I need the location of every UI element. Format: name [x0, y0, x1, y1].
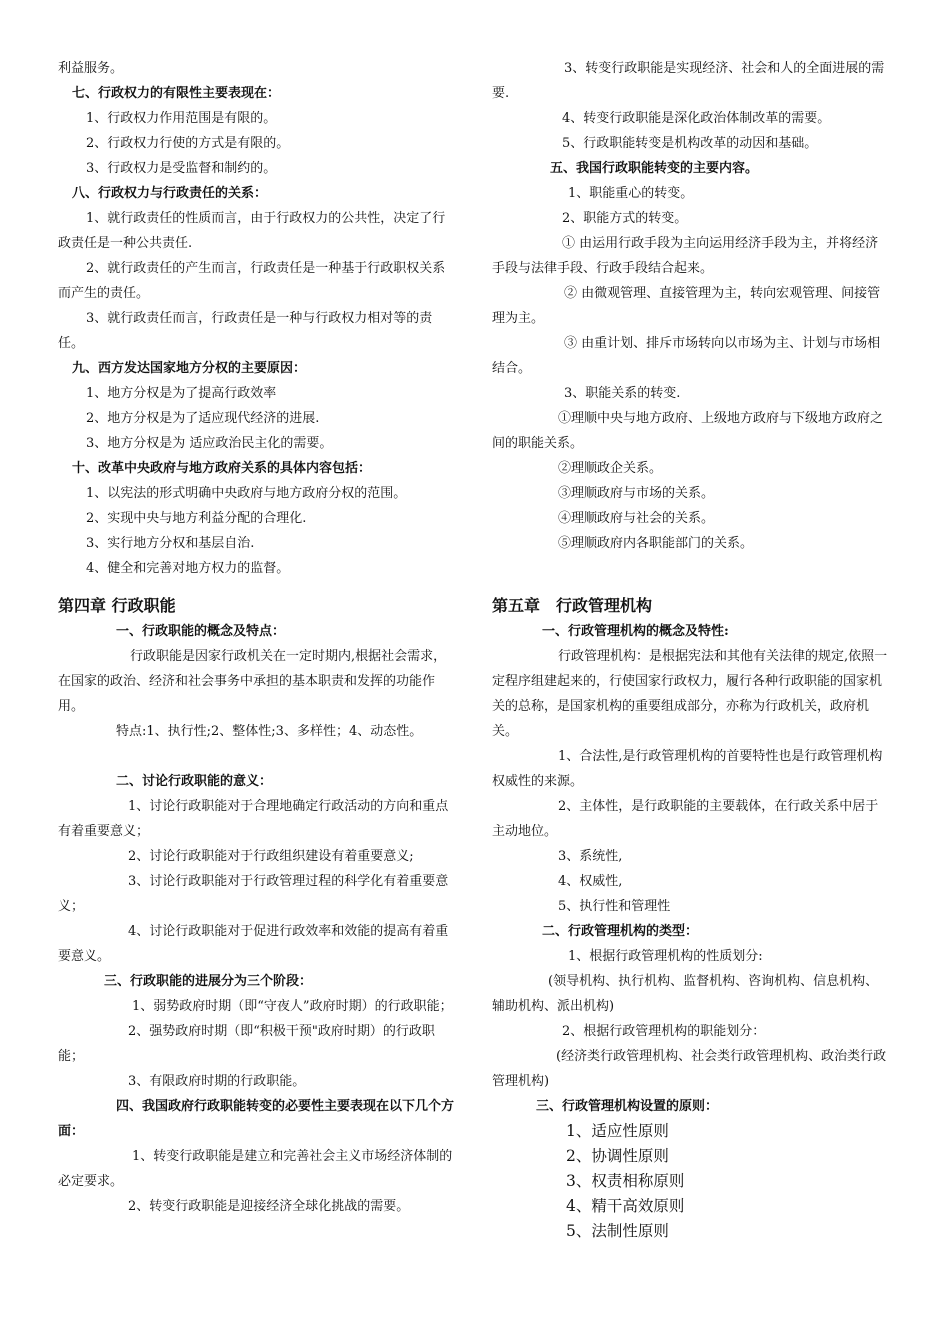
section-heading: 十、改革中央政府与地方政府关系的具体内容包括： — [72, 461, 372, 476]
list-item: ④理顺政府与社会的关系。 — [558, 511, 715, 526]
list-item: (领导机构、执行机构、监督机构、咨询机构、信息机构、辅助机构、派出机构) — [492, 974, 879, 1014]
list-item: 1、转变行政职能是建立和完善社会主义市场经济体制的必定要求。 — [58, 1149, 453, 1189]
list-item: 3、就行政责任而言，行政责任是一种与行政权力相对等的责任。 — [58, 311, 433, 351]
list-item: 1、以宪法的形式明确中央政府与地方政府分权的范围。 — [86, 486, 407, 501]
list-item: ①理顺中央与地方政府、上级地方政府与下级地方政府之间的职能关系。 — [492, 411, 884, 451]
list-item: 5、法制性原则 — [566, 1222, 669, 1240]
chapter-title: 第五章 行政管理机构 — [492, 596, 653, 615]
list-item: 3、系统性, — [558, 849, 623, 864]
section-heading: 八、行政权力与行政责任的关系： — [72, 186, 268, 201]
chapter-title: 第四章 行政职能 — [58, 596, 176, 615]
paragraph: 行政职能是因家行政机关在一定时期内,根据社会需求，在国家的政治、经济和社会事务中承担的基本职责和发挥的功能作用。 — [58, 649, 447, 714]
section-heading: 二、行政管理机构的类型： — [542, 924, 699, 939]
list-item: 3、讨论行政职能对于行政管理过程的科学化有着重要意义； — [58, 874, 449, 914]
list-item: ② 由微观管理、直接管理为主，转向宏观管理、间接管理为主。 — [492, 286, 881, 326]
paragraph: 特点:1、执行性;2、整体性;3、多样性；4、动态性。 — [116, 724, 423, 739]
section-heading: 四、我国政府行政职能转变的必要性主要表现在以下几个方面： — [58, 1099, 455, 1139]
list-item: 1、就行政责任的性质而言，由于行政权力的公共性，决定了行政责任是一种公共责任. — [58, 211, 446, 251]
list-item: 3、实行地方分权和基层自治. — [86, 536, 255, 551]
list-item: 2、讨论行政职能对于行政组织建设有着重要意义; — [128, 849, 414, 864]
list-item: ③理顺政府与市场的关系。 — [558, 486, 715, 501]
list-item: 2、强势政府时期（即“积极干预"政府时期）的行政职能； — [58, 1024, 435, 1064]
section-heading: 九、西方发达国家地方分权的主要原因： — [72, 361, 307, 376]
paragraph: 行政管理机构：是根据宪法和其他有关法律的规定,依照一定程序组建起来的，行使国家行政权力，履行各种行政职能的国家机关的总称，是国家机构的重要组成部分，亦称为行政机关，政府机关。 — [492, 649, 888, 739]
list-item: 1、职能重心的转变。 — [568, 186, 694, 201]
list-item: 5、执行性和管理性 — [558, 899, 671, 914]
list-item: 2、根据行政管理机构的职能划分： — [562, 1024, 766, 1039]
list-item: 4、权威性, — [558, 874, 623, 889]
left-column — [58, 56, 458, 1219]
list-item: (经济类行政管理机构、社会类行政管理机构、政治类行政管理机构) — [492, 1049, 887, 1089]
list-item: 1、根据行政管理机构的性质划分: — [568, 949, 763, 964]
list-item: 3、地方分权是为 适应政治民主化的需要。 — [86, 436, 333, 451]
right-column — [492, 56, 890, 1244]
list-item: 1、弱势政府时期（即“守夜人”政府时期）的行政职能； — [132, 999, 453, 1014]
list-item: 1、地方分权是为了提高行政效率 — [86, 386, 277, 401]
section-heading: 三、行政管理机构设置的原则： — [536, 1099, 719, 1114]
list-item: ① 由运用行政手段为主向运用经济手段为主，并将经济手段与法律手段、行政手段结合起来。 — [492, 236, 879, 276]
list-item: 2、转变行政职能是迎接经济全球化挑战的需要。 — [128, 1199, 410, 1214]
list-item: 2、就行政责任的产生而言，行政责任是一种基于行政职权关系而产生的责任。 — [58, 261, 446, 301]
list-item: 5、行政职能转变是机构改革的动因和基础。 — [562, 136, 818, 151]
section-heading: 三、行政职能的进展分为三个阶段： — [104, 974, 313, 989]
list-item: 4、转变行政职能是深化政治体制改革的需要。 — [562, 111, 831, 126]
list-item: ⑤理顺政府内各职能部门的关系。 — [558, 536, 754, 551]
list-item: 3、权责相称原则 — [566, 1172, 685, 1190]
list-item: 1、行政权力作用范围是有限的。 — [86, 111, 277, 126]
list-item: 4、健全和完善对地方权力的监督。 — [86, 561, 290, 576]
list-item: 2、主体性，是行政职能的主要载体，在行政关系中居于主动地位。 — [492, 799, 879, 839]
list-item: 2、职能方式的转变。 — [562, 211, 688, 226]
list-item: 3、职能关系的转变. — [564, 386, 681, 401]
paragraph: 利益服务。 — [58, 61, 124, 76]
list-item: 3、转变行政职能是实现经济、社会和人的全面进展的需要. — [492, 61, 885, 101]
list-item: 2、协调性原则 — [566, 1147, 669, 1165]
list-item: 2、实现中央与地方利益分配的合理化. — [86, 511, 307, 526]
list-item: 4、讨论行政职能对于促进行政效率和效能的提高有着重要意义。 — [58, 924, 449, 964]
section-heading: 一、行政管理机构的概念及特性: — [542, 624, 729, 639]
list-item: 1、讨论行政职能对于合理地确定行政活动的方向和重点有着重要意义； — [58, 799, 449, 839]
section-heading: 二、讨论行政职能的意义： — [116, 774, 273, 789]
section-heading: 七、行政权力的有限性主要表现在： — [72, 86, 281, 101]
list-item: 2、地方分权是为了适应现代经济的进展. — [86, 411, 320, 426]
list-item: 1、适应性原则 — [566, 1122, 669, 1140]
list-item: 4、精干高效原则 — [566, 1197, 685, 1215]
section-heading: 一、行政职能的概念及特点： — [116, 624, 286, 639]
list-item: 1、合法性,是行政管理机构的首要特性也是行政管理机构权威性的来源。 — [492, 749, 883, 789]
section-heading: 五、我国行政职能转变的主要内容。 — [550, 161, 759, 176]
list-item: 3、行政权力是受监督和制约的。 — [86, 161, 277, 176]
list-item: 3、有限政府时期的行政职能。 — [128, 1074, 306, 1089]
list-item: 2、行政权力行使的方式是有限的。 — [86, 136, 290, 151]
list-item: ②理顺政企关系。 — [558, 461, 663, 476]
list-item: ③ 由重计划、排斥市场转向以市场为主、计划与市场相结合。 — [492, 336, 881, 376]
